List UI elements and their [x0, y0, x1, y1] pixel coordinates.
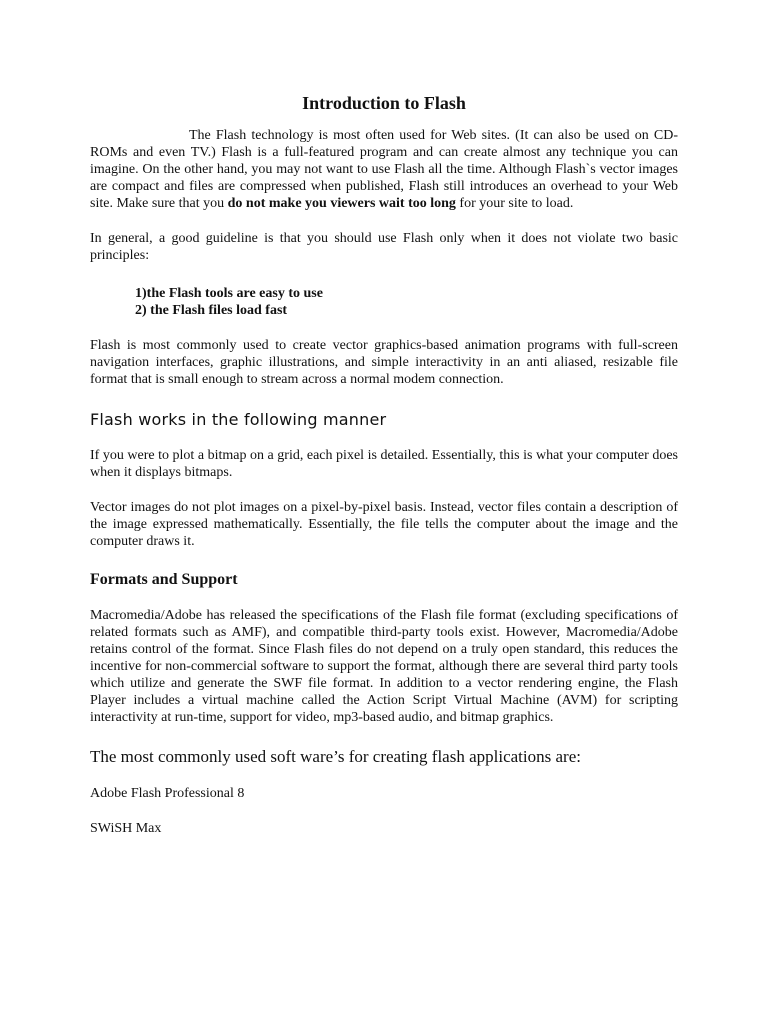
guideline-paragraph: In general, a good guideline is that you should use Flash only when it does not violate two basic principles:: [90, 231, 678, 263]
software-intro: The most commonly used soft ware’s for creating flash applications are:: [90, 747, 581, 766]
formats-paragraph: Macromedia/Adobe has released the specifications of the Flash file format (excluding specifications of related formats such as AMF), and compatible third-party tools exist. However, Macromedia/Adobe retains control of the format. Since Flash files do not depend on a truly open standard, this reduces the incentive for non-commercial software to support the format, although there are several third party tools which utilize and generate the SWF file format. In addition to a vector rendering engine, the Flash Player includes a virtual machine called the Action Script Virtual Machine (AVM) for scripting interactivity at run-time, support for video, mp3-based audio, and bitmap graphics.: [90, 608, 678, 725]
usage-paragraph: Flash is most commonly used to create vector graphics-based animation programs with full-screen navigation interfaces, graphic illustrations, and simple interactivity in an anti aliased, resizable file format that is small enough to stream across a normal modem connection.: [90, 338, 678, 387]
intro-paragraph: [90, 127, 678, 212]
principle-item: 2) the Flash files load fast: [135, 303, 288, 318]
intro-text: The Flash technology is most often used for Web sites. (It can also be used on CD-ROMs and even TV.) Flash is a full-featured program and can create almost any technique you can imagine. On the other hand, you may not want to use Flash all the time. Although Flash`s vector images are compact and files are compressed when published, Flash still introduces an overhead to your Web site. Make sure that you: [90, 128, 678, 211]
vector-paragraph: Vector images do not plot images on a pixel-by-pixel basis. Instead, vector files contain a description of the image expressed mathematically. Essentially, the file tells the computer about the image and the computer draws it.: [90, 500, 678, 549]
bitmap-paragraph: If you were to plot a bitmap on a grid, each pixel is detailed. Essentially, this is what your computer does when it displays bitmaps.: [90, 448, 678, 480]
intro-emphasis: do not make you viewers wait too long: [227, 196, 456, 211]
formats-heading: Formats and Support: [90, 571, 238, 588]
principles-list: [90, 285, 678, 319]
works-heading: Flash works in the following manner: [90, 410, 387, 429]
software-item: SWiSH Max: [90, 821, 162, 836]
software-item: Adobe Flash Professional 8: [90, 786, 245, 801]
principle-item: 1)the Flash tools are easy to use: [135, 286, 323, 301]
document-page: [90, 92, 678, 837]
document-title: Introduction to Flash: [302, 93, 466, 113]
intro-text-end: for your site to load.: [455, 196, 574, 211]
